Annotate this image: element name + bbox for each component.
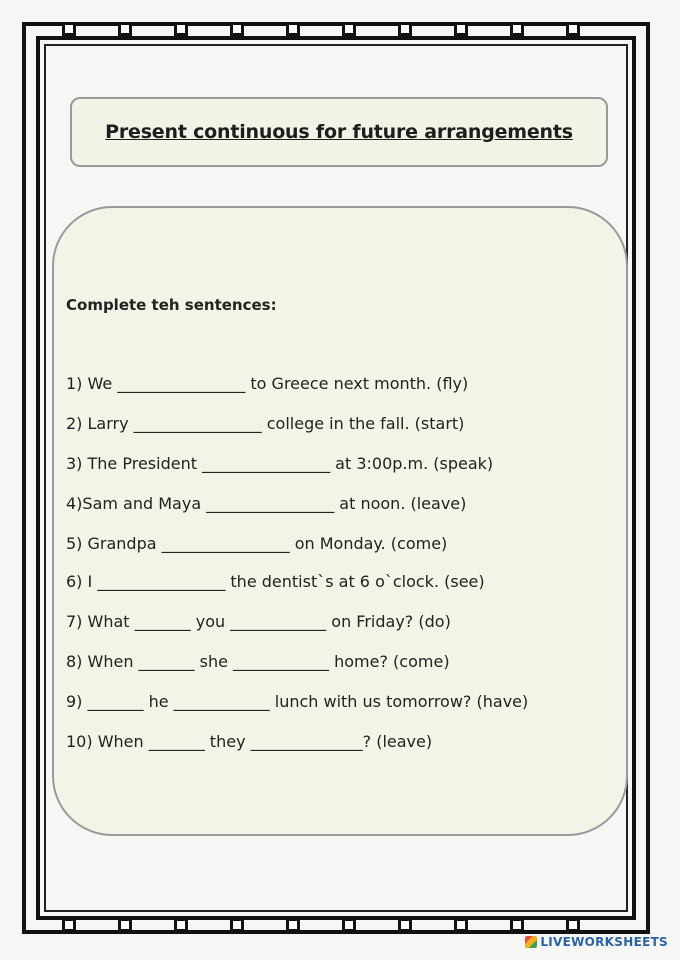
- sentence-6: 6) I ________________ the dentist`s at 6 o`clock. (see): [66, 572, 485, 591]
- sentence-2: 2) Larry ________________ college in the fall. (start): [66, 414, 465, 433]
- sentence-1: 1) We ________________ to Greece next month. (fly): [66, 374, 469, 393]
- instruction-text: Complete teh sentences:: [66, 296, 277, 314]
- frame-square-icon: [342, 918, 356, 932]
- frame-square-icon: [174, 22, 188, 36]
- logo-text: LIVEWORKSHEETS: [540, 935, 668, 949]
- frame-square-icon: [454, 918, 468, 932]
- liveworksheets-logo: [525, 935, 668, 949]
- frame-square-icon: [286, 918, 300, 932]
- frame-square-icon: [230, 918, 244, 932]
- title-box: [70, 97, 608, 167]
- frame-square-icon: [510, 918, 524, 932]
- sentence-9: 9) _______ he ____________ lunch with us tomorrow? (have): [66, 692, 529, 711]
- frame-square-icon: [342, 22, 356, 36]
- frame-square-icon: [118, 918, 132, 932]
- frame-square-icon: [118, 22, 132, 36]
- frame-square-icon: [286, 22, 300, 36]
- sentence-8: 8) When _______ she ____________ home? (come): [66, 652, 450, 671]
- frame-square-icon: [62, 22, 76, 36]
- frame-square-icon: [62, 918, 76, 932]
- sentence-4: 4)Sam and Maya ________________ at noon. (leave): [66, 494, 467, 513]
- worksheet-title: Present continuous for future arrangements: [105, 121, 573, 143]
- frame-square-icon: [398, 918, 412, 932]
- frame-square-icon: [566, 22, 580, 36]
- frame-square-icon: [398, 22, 412, 36]
- frame-square-icon: [454, 22, 468, 36]
- sentence-10: 10) When _______ they ______________? (leave): [66, 732, 433, 751]
- logo-icon: [525, 936, 537, 948]
- sentence-5: 5) Grandpa ________________ on Monday. (come): [66, 534, 448, 553]
- frame-square-icon: [230, 22, 244, 36]
- frame-square-icon: [510, 22, 524, 36]
- sentence-3: 3) The President ________________ at 3:00p.m. (speak): [66, 454, 494, 473]
- sentence-7: 7) What _______ you ____________ on Friday? (do): [66, 612, 451, 631]
- frame-square-icon: [174, 918, 188, 932]
- frame-square-icon: [566, 918, 580, 932]
